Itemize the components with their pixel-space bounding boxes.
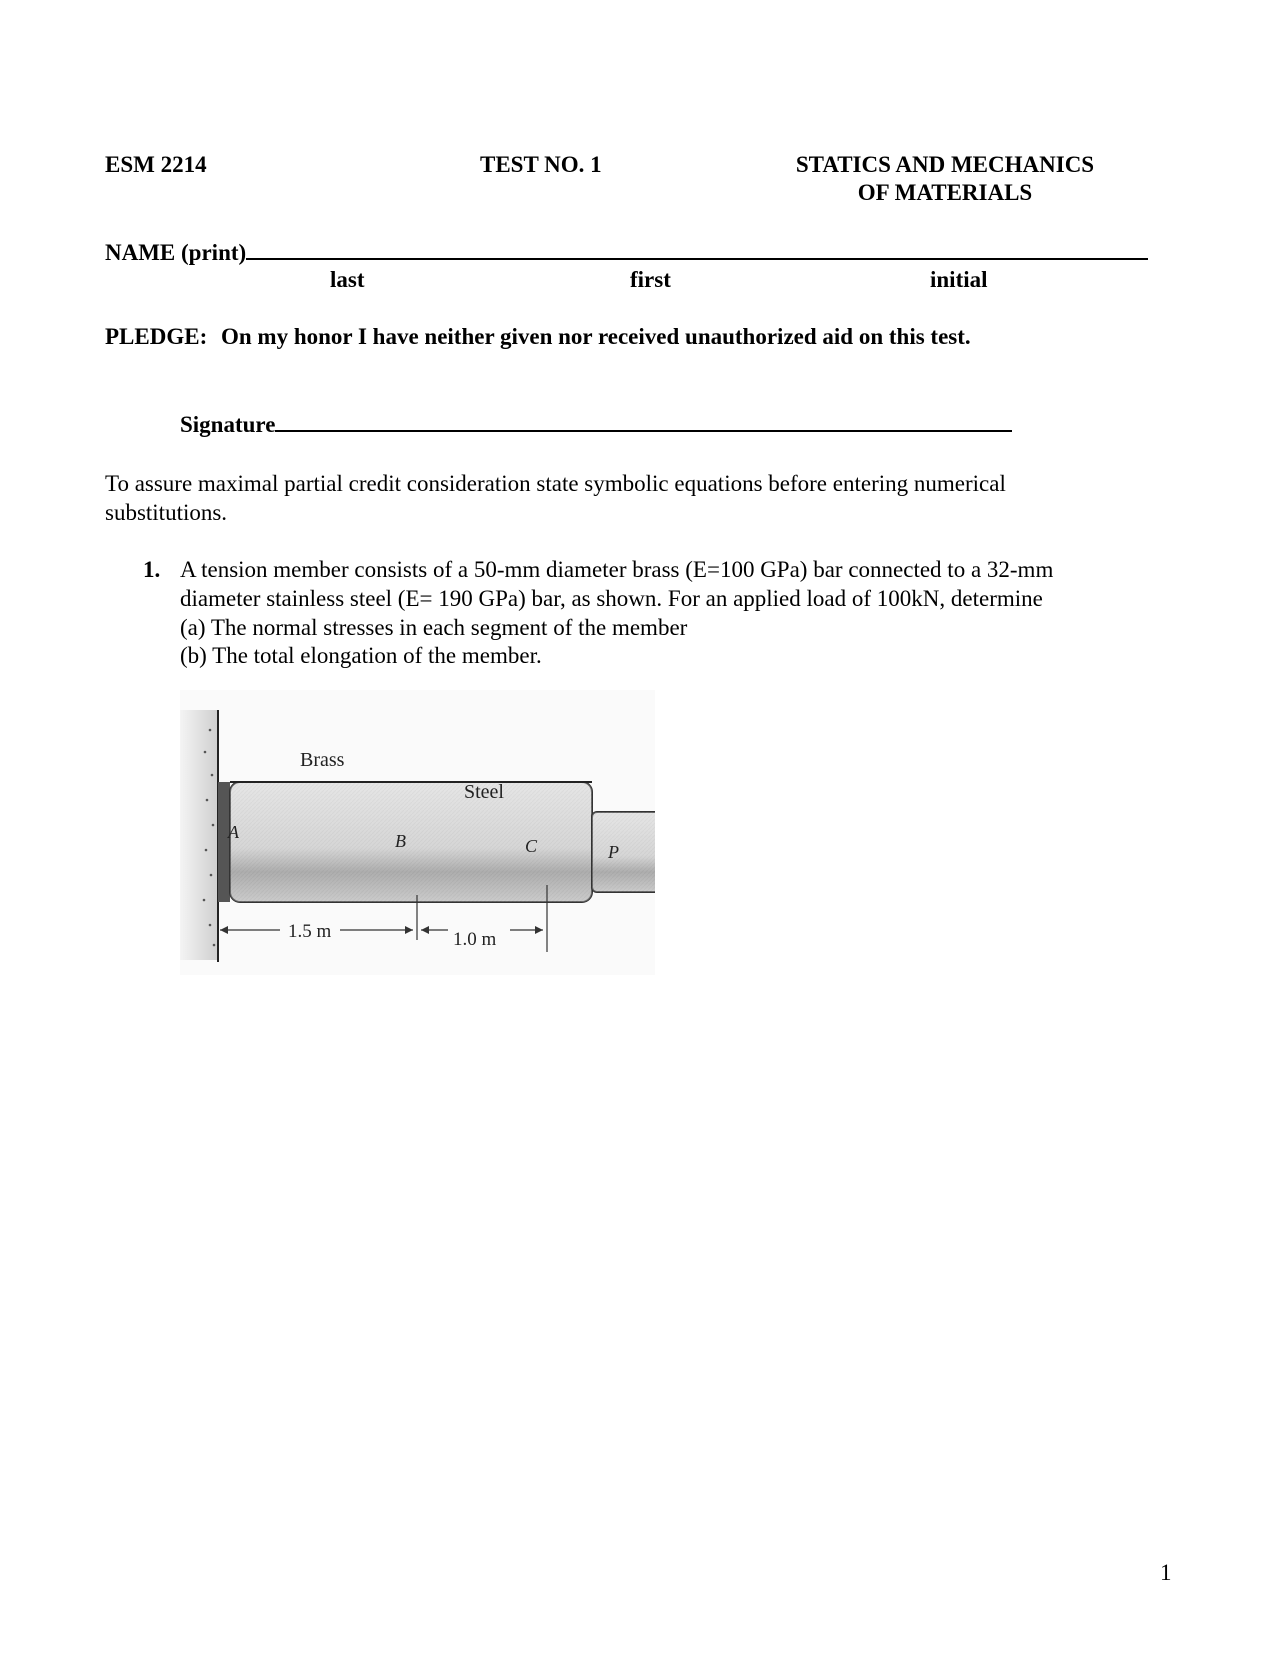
signature-label: Signature [180, 412, 276, 437]
name-sublabel-first: first [630, 267, 671, 292]
name-label: NAME (print) [105, 240, 247, 265]
course-code: ESM 2214 [105, 152, 207, 177]
test-number: TEST NO. 1 [480, 152, 602, 177]
fixed-wall [180, 710, 218, 962]
question-number: 1. [143, 557, 161, 582]
question-part-a: (a) The normal stresses in each segment of the member [180, 615, 688, 640]
label-b: B [395, 831, 406, 851]
dimension-ab: 1.5 m [288, 921, 332, 942]
tension-member-figure [180, 690, 655, 975]
name-field [105, 237, 1148, 266]
dimension-bc: 1.0 m [453, 929, 497, 950]
label-steel: Steel [464, 781, 504, 803]
label-c: C [525, 836, 538, 856]
signature-field [180, 409, 1012, 438]
pledge [105, 324, 971, 350]
pledge-label: PLEDGE: [105, 324, 208, 349]
signature-line[interactable] [275, 409, 1012, 432]
page-number: 1 [1160, 1560, 1172, 1585]
pledge-text: On my honor I have neither given nor received unauthorized aid on this test. [220, 324, 971, 349]
name-sublabel-last: last [330, 267, 365, 292]
label-a: A [228, 822, 239, 842]
name-input-line[interactable] [246, 237, 1148, 260]
label-p: P [608, 842, 619, 862]
subject-title-line2: OF MATERIALS [857, 180, 1033, 205]
question-line1: A tension member consists of a 50-mm diameter brass (E=100 GPa) bar connected to a 32-mm [180, 557, 1054, 582]
instructions-line2: substitutions. [105, 500, 228, 525]
question-part-b: (b) The total elongation of the member. [180, 643, 542, 668]
instructions-line1: To assure maximal partial credit consideration state symbolic equations before entering numerical [105, 471, 1006, 496]
label-brass: Brass [300, 749, 345, 771]
name-sublabel-initial: initial [930, 267, 988, 292]
subject-title-line1: STATICS AND MECHANICS [795, 152, 1095, 177]
question-line2: diameter stainless steel (E= 190 GPa) bar, as shown. For an applied load of 100kN, determine [180, 586, 1043, 611]
steel-bar [592, 812, 655, 892]
